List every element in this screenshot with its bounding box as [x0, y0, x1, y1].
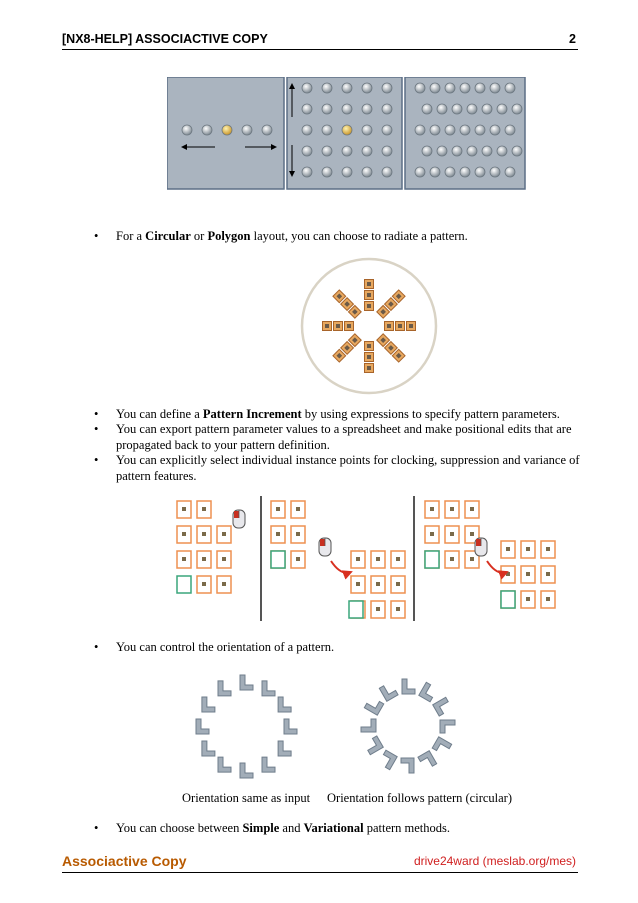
- pattern-instance: [271, 501, 285, 518]
- hole-marker: [362, 125, 372, 135]
- pattern-instance: [501, 591, 515, 608]
- pattern-instance: [371, 576, 385, 593]
- hole-marker: [490, 83, 500, 93]
- orientation-figure: [190, 668, 480, 784]
- bullet-circular-polygon: For a Circular or Polygon layout, you can choose to radiate a pattern.: [116, 229, 468, 243]
- l-bracket-instance: [432, 737, 451, 756]
- hole-marker: [512, 104, 522, 114]
- l-bracket-instance: [218, 757, 231, 772]
- hole-marker: [482, 146, 492, 156]
- hole-marker: [445, 83, 455, 93]
- l-bracket-instance: [364, 696, 383, 715]
- pattern-instance: [391, 576, 405, 593]
- page-header: [62, 31, 578, 50]
- hole-marker: [415, 83, 425, 93]
- hole-marker: [512, 146, 522, 156]
- pattern-instance: [541, 566, 555, 583]
- hole-marker: [342, 125, 352, 135]
- l-bracket-instance: [379, 682, 398, 701]
- hole-marker: [430, 83, 440, 93]
- hole-marker: [362, 83, 372, 93]
- header-title: [NX8-HELP] ASSOCIACTIVE COPY: [62, 32, 268, 46]
- hole-marker: [342, 167, 352, 177]
- radial-instance: [407, 322, 416, 331]
- radial-instance: [334, 322, 343, 331]
- l-bracket-instance: [278, 697, 291, 712]
- pattern-instance: [521, 591, 535, 608]
- hole-marker: [302, 167, 312, 177]
- hole-marker: [302, 83, 312, 93]
- hole-marker: [362, 104, 372, 114]
- pattern-instance: [291, 526, 305, 543]
- hole-marker: [505, 125, 515, 135]
- l-bracket-instance: [240, 763, 253, 778]
- l-bracket-instance: [278, 741, 291, 756]
- pattern-instance: [445, 526, 459, 543]
- l-bracket-instance: [240, 675, 253, 690]
- hole-marker: [475, 83, 485, 93]
- l-bracket-instance: [361, 719, 376, 732]
- pattern-instance: [217, 576, 231, 593]
- bullet-marker: •: [94, 821, 99, 835]
- l-bracket-instance: [196, 719, 209, 734]
- l-bracket-instance: [440, 720, 455, 733]
- pattern-instance: [501, 566, 515, 583]
- hole-marker: [490, 167, 500, 177]
- radial-instance: [365, 280, 374, 289]
- radial-instance: [365, 342, 374, 351]
- radial-instance: [365, 353, 374, 362]
- hole-marker: [382, 167, 392, 177]
- hole-marker: [475, 167, 485, 177]
- hole-marker: [362, 146, 372, 156]
- footer-title: Associactive Copy: [62, 853, 187, 869]
- hole-marker: [467, 146, 477, 156]
- hole-marker: [497, 104, 507, 114]
- pattern-instance: [177, 526, 191, 543]
- pattern-instance: [217, 551, 231, 568]
- mouse-cursor-icon: [475, 538, 487, 556]
- instance-selection-figure: [173, 496, 593, 624]
- hole-marker: [415, 167, 425, 177]
- hole-marker: [437, 104, 447, 114]
- hole-marker: [460, 125, 470, 135]
- bullet-pattern-increment: You can define a Pattern Increment by using expressions to specify pattern parameters.: [116, 407, 560, 421]
- hole-marker: [430, 125, 440, 135]
- pattern-instance: [197, 576, 211, 593]
- hole-marker: [482, 104, 492, 114]
- hole-marker: [430, 167, 440, 177]
- linear-pattern-figure: [167, 77, 527, 190]
- pattern-instance: [391, 601, 405, 618]
- hole-marker: [475, 125, 485, 135]
- pattern-instance: [177, 576, 191, 593]
- bullet-marker: •: [94, 422, 99, 436]
- l-bracket-instance: [433, 697, 452, 716]
- bullet-orientation: You can control the orientation of a pattern.: [116, 640, 335, 654]
- l-bracket-instance: [284, 719, 297, 734]
- radial-instance: [345, 322, 354, 331]
- pattern-instance: [371, 601, 385, 618]
- hole-marker: [382, 146, 392, 156]
- pattern-instance: [217, 526, 231, 543]
- pattern-instance: [349, 601, 363, 618]
- pattern-instance: [291, 501, 305, 518]
- pattern-instance: [177, 501, 191, 518]
- hole-marker: [460, 83, 470, 93]
- bullet-instance-points: You can explicitly select individual instance points for clocking, suppression and variance of pattern features.: [116, 453, 580, 483]
- pattern-instance: [271, 551, 285, 568]
- hole-marker: [505, 167, 515, 177]
- bullet-marker: •: [94, 229, 99, 243]
- page-number: 2: [569, 32, 576, 46]
- radial-instance: [365, 364, 374, 373]
- hole-marker: [497, 146, 507, 156]
- hole-marker: [437, 146, 447, 156]
- l-bracket-instance: [218, 681, 231, 696]
- hole-marker: [322, 167, 332, 177]
- hole-marker: [460, 167, 470, 177]
- hole-marker: [382, 125, 392, 135]
- pattern-instance: [425, 551, 439, 568]
- pattern-instance: [391, 551, 405, 568]
- pattern-instance: [197, 551, 211, 568]
- l-bracket-instance: [364, 736, 383, 755]
- hole-marker: [322, 125, 332, 135]
- radial-instance: [385, 322, 394, 331]
- caption-orientation-input: Orientation same as input: [182, 791, 311, 805]
- radial-instance: [396, 322, 405, 331]
- pattern-instance: [271, 526, 285, 543]
- pattern-instance: [425, 501, 439, 518]
- hole-marker: [362, 167, 372, 177]
- l-bracket-instance: [262, 681, 275, 696]
- hole-marker: [445, 167, 455, 177]
- hole-marker: [452, 146, 462, 156]
- pattern-instance: [501, 541, 515, 558]
- hole-marker: [342, 146, 352, 156]
- hole-marker: [182, 125, 192, 135]
- radiated-pattern-figure: [299, 256, 439, 396]
- caption-orientation-circular: Orientation follows pattern (circular): [327, 791, 512, 805]
- mouse-cursor-icon: [319, 538, 331, 556]
- footer-link[interactable]: drive24ward (meslab.org/mes): [413, 854, 576, 868]
- radial-instance: [365, 302, 374, 311]
- hole-marker: [490, 125, 500, 135]
- pattern-instance: [465, 501, 479, 518]
- pattern-instance: [291, 551, 305, 568]
- hole-marker: [202, 125, 212, 135]
- bullet-marker: •: [94, 407, 99, 421]
- hole-marker: [302, 104, 312, 114]
- hole-marker: [242, 125, 252, 135]
- pattern-instance: [445, 501, 459, 518]
- l-bracket-instance: [378, 750, 397, 769]
- page-footer: [62, 852, 578, 873]
- l-bracket-instance: [401, 758, 414, 773]
- l-bracket-instance: [419, 682, 438, 701]
- l-bracket-instance: [418, 751, 437, 770]
- pattern-instance: [197, 501, 211, 518]
- hole-marker: [445, 125, 455, 135]
- hole-marker: [302, 146, 312, 156]
- pattern-instance: [351, 576, 365, 593]
- hole-marker: [222, 125, 232, 135]
- hole-marker: [322, 104, 332, 114]
- hole-marker: [382, 104, 392, 114]
- pattern-instance: [521, 566, 535, 583]
- l-bracket-instance: [202, 697, 215, 712]
- hole-marker: [415, 125, 425, 135]
- bullet-marker: •: [94, 640, 99, 654]
- pattern-instance: [351, 551, 365, 568]
- hole-marker: [422, 104, 432, 114]
- bullet-spreadsheet: You can export pattern parameter values to a spreadsheet and make positional edits that are propagated back to your pattern definition.: [116, 422, 572, 452]
- hole-marker: [322, 83, 332, 93]
- pattern-instance: [371, 551, 385, 568]
- radial-instance: [365, 291, 374, 300]
- hole-marker: [262, 125, 272, 135]
- hole-marker: [322, 146, 332, 156]
- pattern-instance: [541, 591, 555, 608]
- l-bracket-instance: [202, 741, 215, 756]
- pattern-instance: [445, 551, 459, 568]
- pattern-instance: [521, 541, 535, 558]
- hole-marker: [422, 146, 432, 156]
- hole-marker: [467, 104, 477, 114]
- hole-marker: [342, 83, 352, 93]
- mouse-cursor-icon: [233, 510, 245, 528]
- radial-instance: [323, 322, 332, 331]
- pattern-instance: [425, 526, 439, 543]
- hole-marker: [452, 104, 462, 114]
- bullet-simple-variational: You can choose between Simple and Variational pattern methods.: [116, 821, 451, 835]
- hole-marker: [505, 83, 515, 93]
- pattern-instance: [197, 526, 211, 543]
- pattern-instance: [541, 541, 555, 558]
- l-bracket-instance: [402, 679, 415, 694]
- l-bracket-instance: [262, 757, 275, 772]
- hole-marker: [382, 83, 392, 93]
- hole-marker: [302, 125, 312, 135]
- bullet-marker: •: [94, 453, 99, 467]
- hole-marker: [342, 104, 352, 114]
- pattern-instance: [177, 551, 191, 568]
